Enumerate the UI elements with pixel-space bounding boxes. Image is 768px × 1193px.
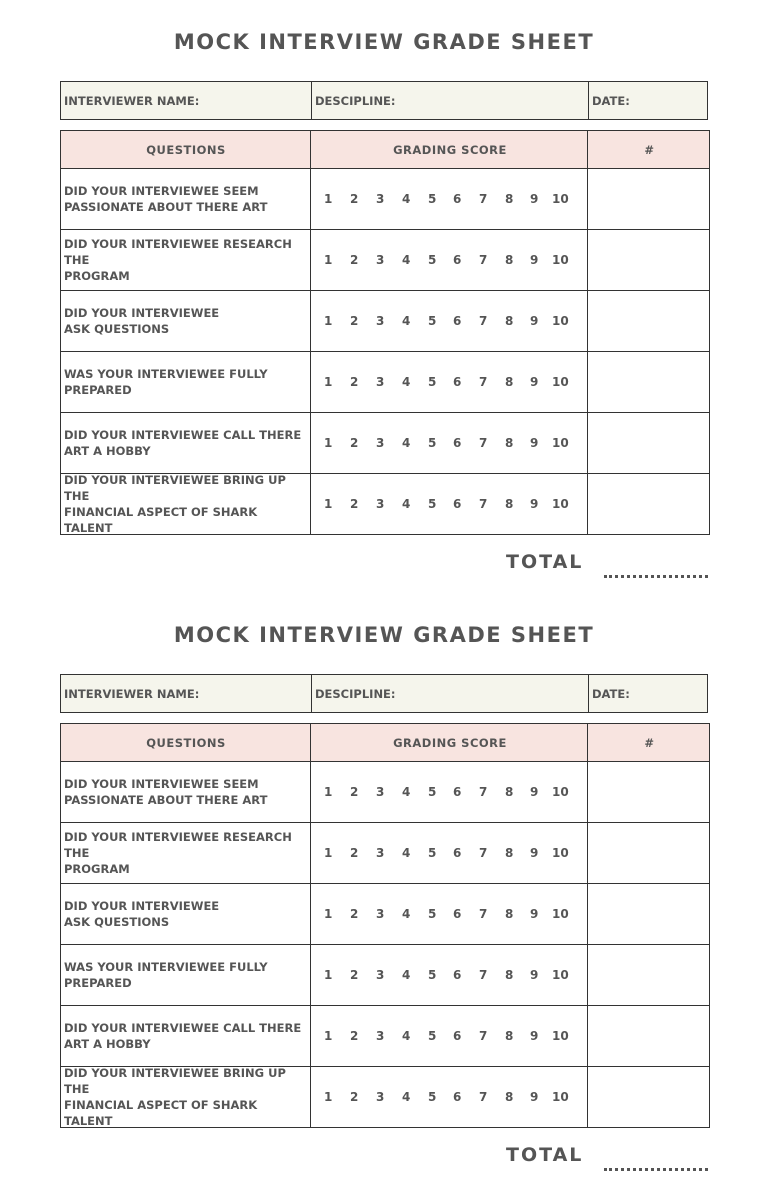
score-option-6[interactable]: 6 [453, 314, 462, 328]
question-text [64, 169, 308, 229]
table-divider [60, 723, 61, 1128]
question-line-2: ASK QUESTIONS [64, 322, 170, 336]
score-total-cell[interactable] [588, 1067, 709, 1127]
question-line-1: DID YOUR INTERVIEWEE CALL THERE [64, 428, 302, 442]
score-option-9[interactable]: 9 [530, 192, 539, 206]
score-total-cell[interactable] [588, 1006, 709, 1066]
question-text [64, 413, 308, 473]
score-total-cell[interactable] [588, 884, 709, 944]
score-option-8[interactable]: 8 [505, 436, 514, 450]
question-text [64, 884, 308, 944]
sheet-title: MOCK INTERVIEW GRADE SHEET [173, 30, 595, 54]
score-option-5[interactable]: 5 [428, 1029, 437, 1043]
score-option-7[interactable]: 7 [479, 1029, 488, 1043]
score-option-8[interactable]: 8 [505, 846, 514, 860]
score-option-9[interactable]: 9 [530, 968, 539, 982]
questions-header: QUESTIONS [146, 142, 226, 157]
score-option-3[interactable]: 3 [376, 968, 385, 982]
total-dotted-line[interactable] [604, 1168, 708, 1171]
question-text [64, 474, 308, 534]
score-total-cell[interactable] [588, 352, 709, 412]
score-option-2[interactable]: 2 [350, 436, 359, 450]
score-option-4[interactable]: 4 [402, 436, 411, 450]
score-option-8[interactable]: 8 [505, 497, 514, 511]
score-option-6[interactable]: 6 [453, 968, 462, 982]
question-line-2: PASSIONATE ABOUT THERE ART [64, 793, 268, 807]
question-line-2: PREPARED [64, 383, 132, 397]
score-option-7[interactable]: 7 [479, 375, 488, 389]
info-bar [60, 674, 708, 713]
score-total-cell[interactable] [588, 474, 709, 534]
interviewer-name-field[interactable] [61, 82, 311, 119]
score-option-4[interactable]: 4 [402, 1029, 411, 1043]
info-bar [60, 81, 708, 120]
score-option-9[interactable]: 9 [530, 1029, 539, 1043]
score-option-10[interactable]: 10 [552, 375, 569, 389]
table-row [60, 762, 710, 823]
score-option-10[interactable]: 10 [552, 846, 569, 860]
score-option-10[interactable]: 10 [552, 192, 569, 206]
grading-table [60, 723, 710, 1128]
score-option-1[interactable]: 1 [324, 375, 333, 389]
interviewer-name-label: INTERVIEWER NAME: [64, 93, 200, 108]
score-option-4[interactable]: 4 [402, 907, 411, 921]
score-option-8[interactable]: 8 [505, 192, 514, 206]
grading-score-header: GRADING SCORE [393, 735, 507, 750]
score-option-2[interactable]: 2 [350, 253, 359, 267]
score-option-1[interactable]: 1 [324, 1090, 333, 1104]
score-option-9[interactable]: 9 [530, 375, 539, 389]
score-options [310, 945, 586, 1005]
discipline-field[interactable] [312, 675, 588, 712]
score-options [310, 352, 586, 412]
score-option-5[interactable]: 5 [428, 436, 437, 450]
question-text [64, 352, 308, 412]
score-option-6[interactable]: 6 [453, 1029, 462, 1043]
sheet-title: MOCK INTERVIEW GRADE SHEET [173, 623, 595, 647]
question-line-1: WAS YOUR INTERVIEWEE FULLY [64, 960, 268, 974]
score-option-6[interactable]: 6 [453, 192, 462, 206]
score-option-10[interactable]: 10 [552, 968, 569, 982]
table-row [60, 413, 710, 474]
score-option-2[interactable]: 2 [350, 1029, 359, 1043]
score-option-2[interactable]: 2 [350, 314, 359, 328]
score-options [310, 1067, 586, 1127]
score-option-3[interactable]: 3 [376, 1090, 385, 1104]
question-line-2: PREPARED [64, 976, 132, 990]
score-option-2[interactable]: 2 [350, 907, 359, 921]
score-option-7[interactable]: 7 [479, 907, 488, 921]
score-option-8[interactable]: 8 [505, 375, 514, 389]
score-option-3[interactable]: 3 [376, 375, 385, 389]
score-option-6[interactable]: 6 [453, 907, 462, 921]
question-line-1: DID YOUR INTERVIEWEE SEEM [64, 184, 259, 198]
score-option-8[interactable]: 8 [505, 907, 514, 921]
score-options [310, 474, 586, 534]
score-option-10[interactable]: 10 [552, 253, 569, 267]
score-option-5[interactable]: 5 [428, 314, 437, 328]
question-text [64, 945, 308, 1005]
score-option-1[interactable]: 1 [324, 785, 333, 799]
score-option-1[interactable]: 1 [324, 968, 333, 982]
question-line-1: DID YOUR INTERVIEWEE CALL THERE [64, 1021, 302, 1035]
score-option-2[interactable]: 2 [350, 968, 359, 982]
question-text [64, 762, 308, 822]
score-option-9[interactable]: 9 [530, 907, 539, 921]
score-option-7[interactable]: 7 [479, 785, 488, 799]
score-total-cell[interactable] [588, 291, 709, 351]
score-option-10[interactable]: 10 [552, 436, 569, 450]
score-option-6[interactable]: 6 [453, 436, 462, 450]
score-option-1[interactable]: 1 [324, 497, 333, 511]
date-label: DATE: [592, 686, 630, 701]
score-option-3[interactable]: 3 [376, 785, 385, 799]
score-option-8[interactable]: 8 [505, 314, 514, 328]
score-option-3[interactable]: 3 [376, 436, 385, 450]
score-option-2[interactable]: 2 [350, 192, 359, 206]
discipline-field[interactable] [312, 82, 588, 119]
table-row [60, 291, 710, 352]
question-text [64, 291, 308, 351]
table-row [60, 823, 710, 884]
table-divider [310, 723, 311, 1128]
score-option-7[interactable]: 7 [479, 846, 488, 860]
score-option-9[interactable]: 9 [530, 497, 539, 511]
interviewer-name-label: INTERVIEWER NAME: [64, 686, 200, 701]
score-options [310, 230, 586, 290]
score-option-1[interactable]: 1 [324, 907, 333, 921]
score-option-5[interactable]: 5 [428, 968, 437, 982]
score-option-6[interactable]: 6 [453, 497, 462, 511]
number-header: # [644, 735, 655, 750]
score-option-5[interactable]: 5 [428, 846, 437, 860]
question-text [64, 230, 308, 290]
number-header: # [644, 142, 655, 157]
question-line-1: DID YOUR INTERVIEWEE BRING UP THE [64, 473, 286, 503]
score-option-9[interactable]: 9 [530, 1090, 539, 1104]
question-line-2: FINANCIAL ASPECT OF SHARK TALENT [64, 505, 258, 535]
questions-header: QUESTIONS [146, 735, 226, 750]
score-option-5[interactable]: 5 [428, 192, 437, 206]
table-row [60, 352, 710, 413]
score-option-8[interactable]: 8 [505, 1029, 514, 1043]
table-divider [310, 130, 311, 535]
score-total-cell[interactable] [588, 823, 709, 883]
score-option-5[interactable]: 5 [428, 253, 437, 267]
score-total-cell[interactable] [588, 413, 709, 473]
interviewer-name-field[interactable] [61, 675, 311, 712]
score-option-1[interactable]: 1 [324, 314, 333, 328]
table-row [60, 1067, 710, 1128]
score-option-8[interactable]: 8 [505, 968, 514, 982]
table-divider [709, 723, 710, 1128]
score-option-7[interactable]: 7 [479, 968, 488, 982]
score-option-3[interactable]: 3 [376, 846, 385, 860]
score-option-7[interactable]: 7 [479, 314, 488, 328]
score-option-10[interactable]: 10 [552, 907, 569, 921]
score-option-1[interactable]: 1 [324, 1029, 333, 1043]
date-field[interactable] [589, 675, 709, 712]
score-option-2[interactable]: 2 [350, 375, 359, 389]
score-option-9[interactable]: 9 [530, 436, 539, 450]
table-divider [587, 130, 588, 535]
question-line-1: DID YOUR INTERVIEWEE RESEARCH THE [64, 237, 292, 267]
table-divider [587, 723, 588, 1128]
score-option-4[interactable]: 4 [402, 1090, 411, 1104]
score-option-3[interactable]: 3 [376, 1029, 385, 1043]
score-option-4[interactable]: 4 [402, 497, 411, 511]
score-options [310, 884, 586, 944]
table-row [60, 884, 710, 945]
question-text [64, 1067, 308, 1127]
score-option-1[interactable]: 1 [324, 846, 333, 860]
score-total-cell[interactable] [588, 230, 709, 290]
score-total-cell[interactable] [588, 762, 709, 822]
question-line-2: FINANCIAL ASPECT OF SHARK TALENT [64, 1098, 258, 1128]
score-option-4[interactable]: 4 [402, 192, 411, 206]
score-option-5[interactable]: 5 [428, 375, 437, 389]
score-option-6[interactable]: 6 [453, 846, 462, 860]
score-option-4[interactable]: 4 [402, 375, 411, 389]
score-option-10[interactable]: 10 [552, 314, 569, 328]
table-header [60, 723, 710, 762]
score-option-3[interactable]: 3 [376, 253, 385, 267]
table-row [60, 474, 710, 535]
table-header [60, 130, 710, 169]
question-line-1: WAS YOUR INTERVIEWEE FULLY [64, 367, 268, 381]
score-option-7[interactable]: 7 [479, 192, 488, 206]
question-text [64, 823, 308, 883]
score-option-10[interactable]: 10 [552, 1029, 569, 1043]
question-text [64, 1006, 308, 1066]
score-option-7[interactable]: 7 [479, 497, 488, 511]
question-line-1: DID YOUR INTERVIEWEE BRING UP THE [64, 1066, 286, 1096]
score-option-6[interactable]: 6 [453, 1090, 462, 1104]
table-divider [709, 130, 710, 535]
score-option-8[interactable]: 8 [505, 1090, 514, 1104]
total-label: TOTAL [506, 551, 584, 573]
date-label: DATE: [592, 93, 630, 108]
score-option-3[interactable]: 3 [376, 497, 385, 511]
score-total-cell[interactable] [588, 169, 709, 229]
score-option-4[interactable]: 4 [402, 314, 411, 328]
score-option-5[interactable]: 5 [428, 497, 437, 511]
score-options [310, 169, 586, 229]
total-dotted-line[interactable] [604, 575, 708, 578]
score-option-7[interactable]: 7 [479, 1090, 488, 1104]
question-line-1: DID YOUR INTERVIEWEE [64, 899, 220, 913]
date-field[interactable] [589, 82, 709, 119]
table-row [60, 1006, 710, 1067]
score-option-10[interactable]: 10 [552, 497, 569, 511]
score-option-6[interactable]: 6 [453, 253, 462, 267]
score-option-4[interactable]: 4 [402, 968, 411, 982]
score-total-cell[interactable] [588, 945, 709, 1005]
question-line-2: PROGRAM [64, 269, 130, 283]
score-option-10[interactable]: 10 [552, 785, 569, 799]
grade-sheet-2 [0, 593, 768, 1193]
score-option-4[interactable]: 4 [402, 846, 411, 860]
score-option-10[interactable]: 10 [552, 1090, 569, 1104]
score-option-3[interactable]: 3 [376, 192, 385, 206]
grading-score-header: GRADING SCORE [393, 142, 507, 157]
table-divider [60, 130, 61, 535]
score-option-6[interactable]: 6 [453, 375, 462, 389]
discipline-label: DESCIPLINE: [315, 93, 396, 108]
score-option-2[interactable]: 2 [350, 497, 359, 511]
question-line-1: DID YOUR INTERVIEWEE [64, 306, 220, 320]
score-option-5[interactable]: 5 [428, 785, 437, 799]
question-rows [60, 169, 710, 535]
question-line-2: ART A HOBBY [64, 1037, 151, 1051]
score-options [310, 1006, 586, 1066]
score-option-9[interactable]: 9 [530, 846, 539, 860]
score-option-8[interactable]: 8 [505, 253, 514, 267]
score-option-2[interactable]: 2 [350, 785, 359, 799]
score-option-7[interactable]: 7 [479, 436, 488, 450]
question-rows [60, 762, 710, 1128]
total-label: TOTAL [506, 1144, 584, 1166]
score-option-3[interactable]: 3 [376, 907, 385, 921]
grading-table [60, 130, 710, 535]
score-option-2[interactable]: 2 [350, 846, 359, 860]
score-option-5[interactable]: 5 [428, 907, 437, 921]
score-option-4[interactable]: 4 [402, 253, 411, 267]
question-line-2: PROGRAM [64, 862, 130, 876]
score-options [310, 762, 586, 822]
discipline-label: DESCIPLINE: [315, 686, 396, 701]
score-options [310, 413, 586, 473]
table-row [60, 230, 710, 291]
score-option-9[interactable]: 9 [530, 253, 539, 267]
score-option-8[interactable]: 8 [505, 785, 514, 799]
question-line-2: ASK QUESTIONS [64, 915, 170, 929]
score-option-5[interactable]: 5 [428, 1090, 437, 1104]
score-options [310, 291, 586, 351]
table-row [60, 945, 710, 1006]
score-option-1[interactable]: 1 [324, 192, 333, 206]
question-line-1: DID YOUR INTERVIEWEE SEEM [64, 777, 259, 791]
score-options [310, 823, 586, 883]
score-option-9[interactable]: 9 [530, 785, 539, 799]
score-option-1[interactable]: 1 [324, 436, 333, 450]
score-option-6[interactable]: 6 [453, 785, 462, 799]
table-row [60, 169, 710, 230]
score-option-3[interactable]: 3 [376, 314, 385, 328]
question-line-2: PASSIONATE ABOUT THERE ART [64, 200, 268, 214]
score-option-7[interactable]: 7 [479, 253, 488, 267]
score-option-1[interactable]: 1 [324, 253, 333, 267]
score-option-4[interactable]: 4 [402, 785, 411, 799]
question-line-2: ART A HOBBY [64, 444, 151, 458]
question-line-1: DID YOUR INTERVIEWEE RESEARCH THE [64, 830, 292, 860]
score-option-9[interactable]: 9 [530, 314, 539, 328]
score-option-2[interactable]: 2 [350, 1090, 359, 1104]
